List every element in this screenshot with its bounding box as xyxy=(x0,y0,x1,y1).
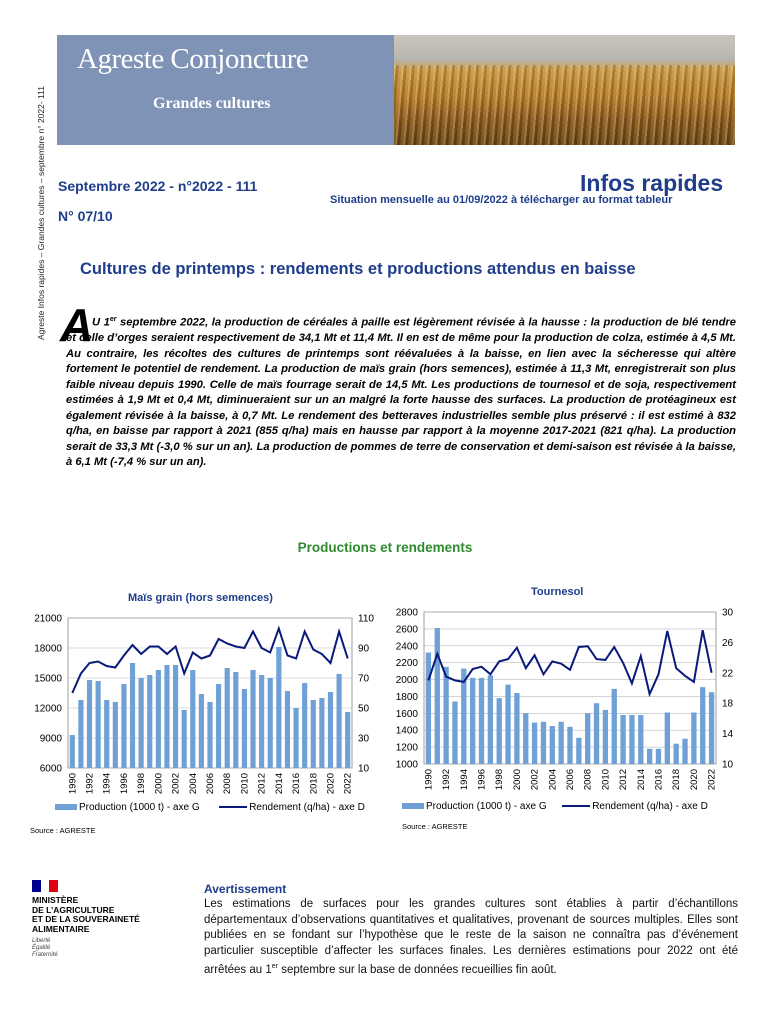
bar xyxy=(276,647,281,768)
bar xyxy=(268,678,273,768)
x-tick-label: 1996 xyxy=(476,769,488,791)
bar xyxy=(665,712,670,764)
x-tick-label: 2004 xyxy=(187,773,199,795)
legend-line-label: Rendement (q/ha) - axe D xyxy=(592,801,708,812)
x-tick-label: 2020 xyxy=(325,773,337,795)
legend-bar-label: Production (1000 t) - axe G xyxy=(79,802,200,813)
bar xyxy=(285,691,290,768)
bar xyxy=(523,713,528,764)
y-left-tick-label: 21000 xyxy=(34,613,62,625)
bar xyxy=(302,683,307,768)
x-tick-label: 1990 xyxy=(67,773,79,795)
bar xyxy=(250,670,255,768)
bar xyxy=(164,665,169,768)
x-tick-label: 2018 xyxy=(308,773,320,795)
y-right-tick-label: 30 xyxy=(358,733,370,745)
x-tick-label: 2004 xyxy=(547,769,559,791)
publication-title: Agreste Conjoncture xyxy=(77,43,309,75)
bar xyxy=(156,670,161,768)
bar xyxy=(629,715,634,764)
bar xyxy=(532,723,537,764)
x-tick-label: 2022 xyxy=(342,773,354,795)
x-tick-label: 1992 xyxy=(441,769,453,791)
y-left-tick-label: 1400 xyxy=(395,725,418,737)
bar xyxy=(130,663,135,768)
x-tick-label: 1998 xyxy=(494,769,506,791)
flag-white-stripe xyxy=(41,880,50,892)
y-left-tick-label: 9000 xyxy=(39,733,62,745)
bar xyxy=(328,692,333,768)
issue-date: Septembre 2022 - n°2022 - 111 xyxy=(58,178,258,194)
side-running-title xyxy=(24,20,46,340)
bar xyxy=(470,678,475,764)
legend-tournesol xyxy=(402,801,708,812)
bar xyxy=(443,667,448,764)
y-left-tick-label: 2200 xyxy=(395,658,418,670)
x-tick-label: 2012 xyxy=(618,769,630,791)
bar xyxy=(121,684,126,768)
y-left-tick-label: 12000 xyxy=(34,703,62,715)
x-tick-label: 2022 xyxy=(706,769,718,791)
x-tick-label: 1998 xyxy=(136,773,148,795)
x-tick-label: 2012 xyxy=(256,773,268,795)
bar xyxy=(550,726,555,764)
masthead-banner xyxy=(57,35,735,145)
y-right-tick-label: 90 xyxy=(358,643,370,655)
bar xyxy=(603,710,608,764)
y-right-tick-label: 30 xyxy=(722,607,734,619)
x-tick-label: 1990 xyxy=(423,769,435,791)
bar xyxy=(147,675,152,768)
y-left-tick-label: 6000 xyxy=(39,763,62,775)
wheat-stalks-texture xyxy=(394,65,735,145)
bar xyxy=(691,712,696,764)
situation-link[interactable]: Situation mensuelle au 01/09/2022 à télécharger au format tableur xyxy=(330,194,673,206)
x-tick-label: 2002 xyxy=(170,773,182,795)
bar xyxy=(585,713,590,764)
bar xyxy=(113,702,118,768)
drop-cap: A xyxy=(60,299,94,351)
x-tick-label: 1994 xyxy=(458,769,470,791)
x-tick-label: 2000 xyxy=(511,769,523,791)
y-right-tick-label: 110 xyxy=(358,613,374,625)
bar xyxy=(96,681,101,768)
bar xyxy=(612,689,617,764)
flag-blue-stripe xyxy=(32,880,41,892)
banner-blue-panel xyxy=(57,35,394,145)
ministry-name: MINISTÈRE DE L’AGRICULTURE ET DE LA SOUVERAINETÉ ALIMENTAIRE xyxy=(32,895,140,934)
bar xyxy=(259,675,264,768)
side-text: Agreste Infos rapides – Grandes cultures – septembre n° 2022- 111 xyxy=(36,86,46,340)
ministry-logo xyxy=(32,880,162,959)
bar xyxy=(638,715,643,764)
issue-number: N° 07/10 xyxy=(58,208,113,224)
x-tick-label: 2014 xyxy=(635,769,647,791)
republic-flag xyxy=(32,880,58,892)
x-tick-label: 2020 xyxy=(688,769,700,791)
bar xyxy=(435,628,440,764)
chart-tournesol xyxy=(388,602,738,802)
bar xyxy=(479,678,484,764)
bar xyxy=(709,692,714,764)
bar xyxy=(216,684,221,768)
republic-motto: Liberté Égalité Fraternité xyxy=(32,938,58,958)
chart-title-mais: Maïs grain (hors semences) xyxy=(128,592,273,604)
y-right-tick-label: 70 xyxy=(358,673,370,685)
source-mais: Source : AGRESTE xyxy=(30,826,96,835)
y-right-tick-label: 18 xyxy=(722,698,734,710)
y-right-tick-label: 14 xyxy=(722,729,734,741)
y-left-tick-label: 2000 xyxy=(395,675,418,687)
y-right-tick-label: 26 xyxy=(722,637,734,649)
legend-bar-swatch xyxy=(55,804,77,810)
bar xyxy=(104,700,109,768)
bar xyxy=(497,698,502,764)
bar xyxy=(514,693,519,764)
bar xyxy=(319,698,324,768)
section-title: Productions et rendements xyxy=(297,540,473,555)
legend-bar-label: Production (1000 t) - axe G xyxy=(426,801,547,812)
y-left-tick-label: 2600 xyxy=(395,624,418,636)
y-right-tick-label: 10 xyxy=(358,763,370,775)
y-right-tick-label: 50 xyxy=(358,703,370,715)
bar xyxy=(656,749,661,764)
bar xyxy=(576,738,581,764)
x-tick-label: 2008 xyxy=(582,769,594,791)
bar xyxy=(488,675,493,764)
x-tick-label: 2016 xyxy=(291,773,303,795)
bar xyxy=(345,712,350,768)
bar xyxy=(541,722,546,764)
headline: Cultures de printemps : rendements et productions attendus en baisse xyxy=(80,260,636,278)
infos-rapides-label: Infos rapides xyxy=(580,170,724,196)
legend-mais xyxy=(55,802,365,813)
flag-red-stripe xyxy=(49,880,58,892)
bar xyxy=(233,672,238,768)
bar xyxy=(674,744,679,764)
chart-title-tournesol: Tournesol xyxy=(531,586,584,598)
legend-line-swatch xyxy=(562,805,590,807)
x-tick-label: 2006 xyxy=(565,769,576,791)
legend-line-label: Rendement (q/ha) - axe D xyxy=(249,802,365,813)
y-left-tick-label: 1600 xyxy=(395,708,418,720)
warning-text: Les estimations de surfaces pour les grandes cultures sont établies à partir d’échantillons départementaux d’observations quantitatives et qualitatives, provenant de sources multiples. Elles sont publiées en se fondant sur l’hypothèse que le reste de la saison ne connaîtra pas d’événement particulier susceptible d’affecter les surfaces finales. Les dernières estimations pour 2022 ont été arrêtées au 1er septembre sur la base de données recueillies fin août. xyxy=(204,898,738,976)
bar xyxy=(426,653,431,764)
bar xyxy=(225,668,230,768)
x-tick-label: 1992 xyxy=(84,773,96,795)
bar xyxy=(682,739,687,764)
y-left-tick-label: 18000 xyxy=(34,643,62,655)
bar xyxy=(199,694,204,768)
x-tick-label: 2010 xyxy=(600,769,612,791)
bar xyxy=(505,685,510,764)
bar xyxy=(620,715,625,764)
bar xyxy=(337,674,342,768)
legend-bar-swatch xyxy=(402,803,424,809)
bar xyxy=(452,702,457,764)
x-tick-label: 1994 xyxy=(101,773,113,795)
x-tick-label: 2008 xyxy=(222,773,234,795)
x-tick-label: 2018 xyxy=(671,769,683,791)
bar xyxy=(139,678,144,768)
bar xyxy=(558,722,563,764)
x-tick-label: 1996 xyxy=(118,773,130,795)
bar xyxy=(567,727,572,764)
y-left-tick-label: 1200 xyxy=(395,742,418,754)
bar xyxy=(182,710,187,768)
x-tick-label: 2002 xyxy=(529,769,541,791)
x-tick-label: 2016 xyxy=(653,769,665,791)
bar xyxy=(78,700,83,768)
bar xyxy=(700,687,705,764)
bar xyxy=(87,680,92,768)
bar xyxy=(293,708,298,768)
bar xyxy=(173,665,178,768)
y-left-tick-label: 1000 xyxy=(395,759,418,771)
warning-title: Avertissement xyxy=(204,882,287,896)
y-left-tick-label: 15000 xyxy=(34,673,62,685)
lead-paragraph xyxy=(66,312,736,471)
lead-text: U 1er septembre 2022, la production de céréales à paille est légèrement révisée à la hausse : la production de blé tendre et celle d’orges seraient respectivement de 34,1 Mt et 11,4 Mt. Il en est de même pour la production de colza, estimée à 4,5 Mt. Au contraire, les récoltes des cultures de printemps sont réévaluées à la baisse, en lien avec la sécheresse qui altère fortement le potentiel de rendement. La production de maïs grain (hors semences), estimée à 11,3 Mt, enregistrerait son plus faible niveau depuis 1990. Celle de maïs fourrage serait de 14,5 Mt. Les productions de tournesol et de soja, respectivement estimées à 1,9 Mt et 0,4 Mt, diminueraient sur un an malgré la forte hausse des surfaces. La production de protéagineux est également révisée à la baisse, à 0,7 Mt. Le rendement des betteraves industrielles semble plus préservé : il est estimé à 832 q/ha, en baisse par rapport à 2021 (855 q/ha) mais en hausse par rapport à la moyenne 2017-2021 (821 q/ha). La production serait de 33,3 Mt (-3,0 % sur un an). La production de pommes de terre de conservation et demi-saison est révisée à la baisse, à 6,1 Mt (-7,4 % sur un an). xyxy=(66,316,736,469)
bar xyxy=(647,749,652,764)
y-right-tick-label: 10 xyxy=(722,759,734,771)
y-left-tick-label: 1800 xyxy=(395,691,418,703)
bar xyxy=(242,689,247,768)
x-tick-label: 2010 xyxy=(239,773,251,795)
source-tournesol: Source : AGRESTE xyxy=(402,822,468,831)
y-left-tick-label: 2800 xyxy=(395,607,418,619)
bar xyxy=(207,702,212,768)
bar xyxy=(70,735,75,768)
x-tick-label: 2000 xyxy=(153,773,165,795)
y-left-tick-label: 2400 xyxy=(395,641,418,653)
chart-mais-grain xyxy=(20,608,390,808)
bar xyxy=(190,670,195,768)
y-right-tick-label: 22 xyxy=(722,668,734,680)
x-tick-label: 2014 xyxy=(273,773,285,795)
bar xyxy=(594,703,599,764)
publication-subtitle: Grandes cultures xyxy=(153,95,271,112)
bar xyxy=(311,700,316,768)
legend-line-swatch xyxy=(219,806,247,808)
x-tick-label: 2006 xyxy=(205,773,216,795)
